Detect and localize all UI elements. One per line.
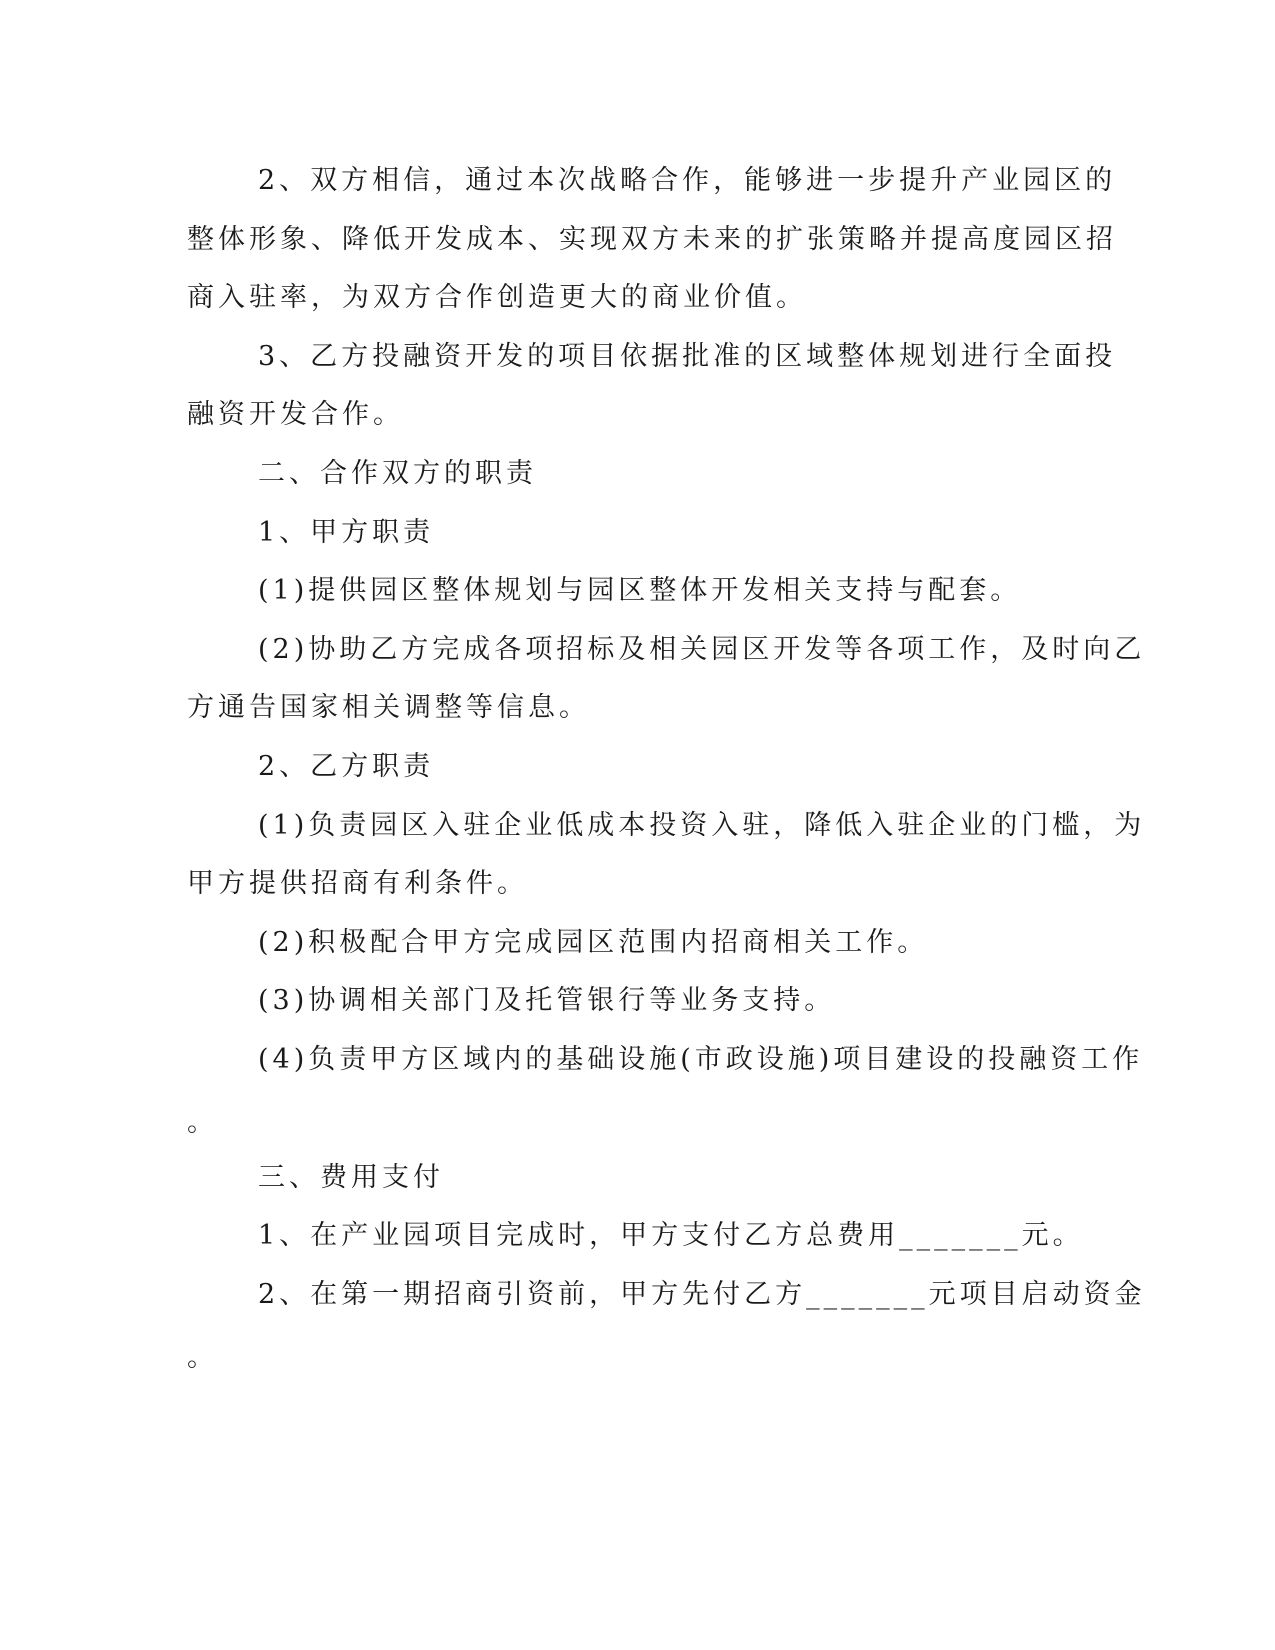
subsection-heading: 1、甲方职责 (258, 517, 435, 548)
paragraph-line: (2)积极配合甲方完成园区范围内招商相关工作。 (258, 927, 929, 958)
paragraph-line: 。 (187, 1107, 218, 1138)
paragraph-line: 商入驻率，为双方合作创造更大的商业价值。 (187, 282, 807, 313)
section-heading: 三、费用支付 (258, 1162, 444, 1193)
paragraph-line: (1)负责园区入驻企业低成本投资入驻，降低入驻企业的门槛，为 (258, 810, 1146, 841)
paragraph-line: 3、乙方投融资开发的项目依据批准的区域整体规划进行全面投 (258, 341, 1117, 372)
paragraph-line: (3)协调相关部门及托管银行等业务支持。 (258, 985, 836, 1016)
subsection-heading: 2、乙方职责 (258, 751, 435, 782)
paragraph-line: (4)负责甲方区域内的基础设施(市政设施)项目建设的投融资工作 (258, 1044, 1144, 1075)
paragraph-line: 1、在产业园项目完成时，甲方支付乙方总费用_______元。 (258, 1220, 1084, 1251)
paragraph-line: (1)提供园区整体规划与园区整体开发相关支持与配套。 (258, 575, 1022, 606)
paragraph-line: 。 (187, 1342, 218, 1373)
paragraph-line: 甲方提供招商有利条件。 (187, 868, 528, 899)
paragraph-line: 整体形象、降低开发成本、实现双方未来的扩张策略并提高度园区招 (187, 224, 1117, 255)
paragraph-line: 融资开发合作。 (187, 399, 404, 430)
paragraph-line: 方通告国家相关调整等信息。 (187, 692, 590, 723)
paragraph-line: 2、在第一期招商引资前，甲方先付乙方_______元项目启动资金 (258, 1279, 1146, 1310)
paragraph-line: (2)协助乙方完成各项招标及相关园区开发等各项工作，及时向乙 (258, 634, 1146, 665)
paragraph-line: 2、双方相信，通过本次战略合作，能够进一步提升产业园区的 (258, 165, 1117, 196)
section-heading: 二、合作双方的职责 (258, 458, 537, 489)
